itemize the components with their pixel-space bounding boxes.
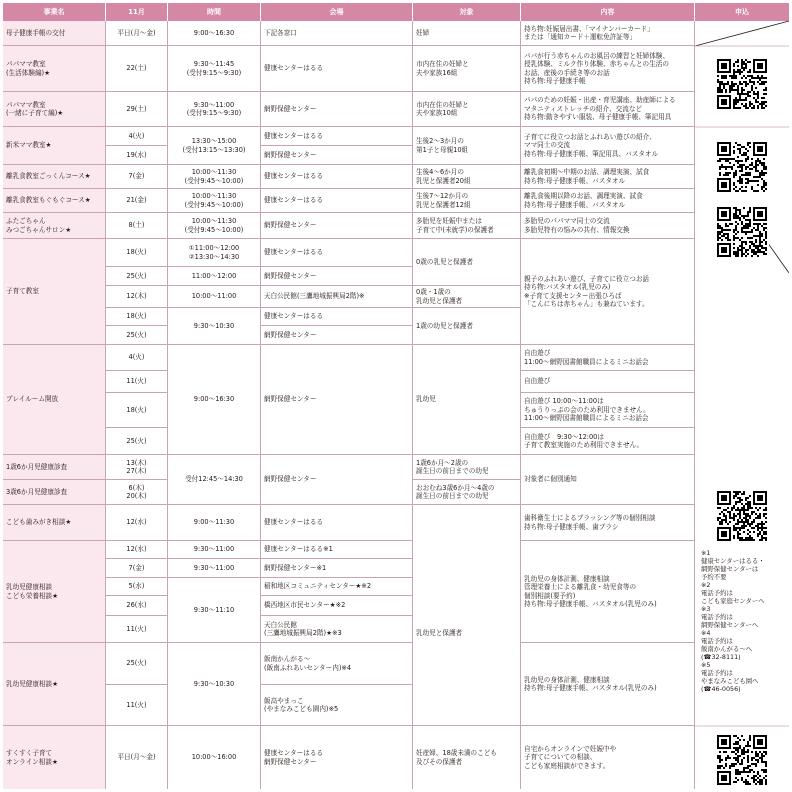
event-name <box>3 213 106 239</box>
event-venue: 橋西地区市民センター★※2 <box>261 596 413 616</box>
event-target <box>413 213 521 239</box>
event-content <box>521 428 695 455</box>
event-content <box>521 165 695 189</box>
content-line: 乳幼児の身体計測、健康相談 <box>524 675 610 684</box>
content-line: または「通知カード＋運転免許証等」 <box>524 33 637 41</box>
target-line: 多胎児を妊娠中または <box>416 217 482 226</box>
venue-line: 飯南かんがる～ <box>264 655 311 664</box>
event-content <box>521 345 695 371</box>
target-line: 夫や家族10組 <box>416 109 458 117</box>
event-date: 12(水) <box>106 505 168 541</box>
event-name: 1歳6か月児健康診査 <box>3 455 106 480</box>
event-time <box>168 46 261 92</box>
time-line: 9:30～11:00 <box>193 100 235 109</box>
content-line: マタニティストレッチの紹介、交流など <box>524 104 643 113</box>
event-time: 11:00～12:00 <box>168 267 261 286</box>
content-line: パパのための妊娠・出産・育児講座、助産師による <box>524 96 676 105</box>
event-date: 8(土) <box>106 213 168 239</box>
event-date: 11(火) <box>106 371 168 393</box>
time-line: (受付9:45～10:00) <box>184 225 244 234</box>
event-content <box>521 21 695 46</box>
event-content <box>521 92 695 127</box>
event-date: 25(火) <box>106 267 168 286</box>
event-time <box>168 92 261 127</box>
event-venue: 下記各窓口 <box>261 21 413 46</box>
event-time: 10:00～16:00 <box>168 726 261 789</box>
event-content: 自由遊び <box>521 371 695 393</box>
content-line: 子育てについての相談、 <box>524 753 597 762</box>
event-date <box>106 480 168 505</box>
event-target-empty <box>413 505 521 541</box>
event-target <box>413 127 521 165</box>
event-date: 11(火) <box>106 616 168 643</box>
event-date: 4(火) <box>106 345 168 371</box>
event-time: 9:00～16:30 <box>168 345 261 455</box>
event-content <box>521 643 695 726</box>
event-target: 1歳の幼児と保護者 <box>413 308 521 345</box>
event-target: 妊婦 <box>413 21 521 46</box>
event-content <box>521 505 695 541</box>
event-venue <box>261 643 413 685</box>
time-line: (受付9:45～10:00) <box>184 176 244 185</box>
target-line: 及びその保護者 <box>416 757 463 766</box>
content-line: 11:00～網野図書館職員によるミニお話会 <box>524 357 649 366</box>
target-line: おおむね3歳6か月～4歳の <box>416 483 495 492</box>
date-line: 20(木) <box>126 492 147 500</box>
event-date: 4(火) <box>106 127 168 146</box>
event-date: 19(水) <box>106 146 168 165</box>
event-venue: 網野保健センター※1 <box>261 559 413 578</box>
name-line: パパママ教室 <box>6 60 46 69</box>
event-time <box>168 127 261 165</box>
content-line: 持ち物:母子健康手帳 <box>524 76 586 85</box>
event-venue <box>261 616 413 643</box>
event-venue: 健康センターはるる <box>261 505 413 541</box>
event-time: 9:00～16:30 <box>168 21 261 46</box>
time-line: (受付9:45～10:00) <box>184 200 244 209</box>
event-name: 離乳食教室ごっくんコース★ <box>3 165 106 189</box>
event-content <box>521 189 695 213</box>
event-date: 平日(月～金) <box>106 21 168 46</box>
event-name <box>3 541 106 643</box>
event-venue <box>261 685 413 726</box>
content-line: 持ち物:母子健康手帳、バスタオル(乳児のみ) <box>524 599 657 608</box>
event-target: 0歳の乳児と保護者 <box>413 239 521 286</box>
content-line: 乳幼児の身体計測、健康相談 <box>524 574 610 583</box>
header-name: 事業名 <box>3 3 106 21</box>
target-line: 0歳・1歳の <box>416 288 451 297</box>
event-date: 11(火) <box>106 685 168 726</box>
content-line: 離乳食後期以降のお話、調理実演、試食 <box>524 192 643 201</box>
content-line: 自由遊び 9:30～12:00は <box>524 432 604 441</box>
event-content: 対象者に個別通知 <box>521 455 695 505</box>
target-line: 妊産婦、18歳未満のこども <box>416 749 497 758</box>
event-target <box>413 165 521 189</box>
event-venue: 健康センターはるる <box>261 46 413 92</box>
reservation-notes: ※1 健康センターはるる・ 網野保健センターは 予約不要 ※2 電話予約は こども家庭センターへ ※3 電話予約は 網野保健センターへ ※4 電話予約は 飯南かんがる～へ (☎32-8111) ※5 電話予約は やまなみこども園へ (☎46-0056) <box>701 549 765 693</box>
target-line: 第1子と母親10組 <box>416 145 469 154</box>
event-name <box>3 726 106 789</box>
event-venue: 健康センターはるる <box>261 165 413 189</box>
content-line: 歯科衛生士によるブラッシング等の個別相談 <box>524 514 656 523</box>
event-date <box>106 455 168 480</box>
target-line: 生後7～12か月の <box>416 192 469 201</box>
content-line: 子育て教室実施のため利用できません。 <box>524 441 644 449</box>
content-line: ※子育て支援センター出張ひろば <box>524 291 622 300</box>
target-line: 乳児と保護者12組 <box>416 200 471 209</box>
event-name: プレイルーム開放 <box>3 345 106 455</box>
event-venue: 網野保健センター <box>261 455 413 505</box>
event-venue: 天白公民館(三鷹地城振興局2階)※ <box>261 286 413 308</box>
name-line: すくすく子育て <box>6 749 53 758</box>
target-line: 1歳6か月～2歳の <box>416 458 469 467</box>
event-date: 25(火) <box>106 643 168 685</box>
event-time <box>168 189 261 213</box>
header-content: 内容 <box>521 3 695 21</box>
target-line: 乳児と保護者20組 <box>416 176 471 185</box>
header-time: 時間 <box>168 3 261 21</box>
target-line: 市内在住の妊婦と <box>416 100 469 109</box>
target-line: 市内在住の妊婦と <box>416 60 469 69</box>
content-line: 子育てに役立つお話とふれあい遊びの紹介、 <box>524 132 656 141</box>
time-line: 13:30～15:00 <box>191 137 237 146</box>
header-venue: 会場 <box>261 3 413 21</box>
event-venue: 健康センターはるる <box>261 127 413 146</box>
date-line: 27(木) <box>126 467 147 475</box>
venue-line: (やまなみこども園内)※5 <box>264 705 339 713</box>
date-line: 13(木) <box>126 458 147 467</box>
time-line: (受付9:15～9:30) <box>186 109 242 117</box>
content-line: ちゅうりっぷの会のため利用できません。 <box>524 405 650 414</box>
content-line: 個別相談(要予約) <box>524 591 576 600</box>
event-name <box>3 92 106 127</box>
event-date: 25(火) <box>106 326 168 345</box>
content-line: お話、産後の手続き等のお話 <box>524 68 610 77</box>
date-line: 6(木) <box>128 483 145 492</box>
name-line: (生活体験編)★ <box>6 68 51 77</box>
content-line: 持ち物:妊娠届出書、「マイナンバーカード」 <box>524 24 654 33</box>
event-date: 26(水) <box>106 596 168 616</box>
event-content <box>521 726 695 789</box>
qr-code-icon[interactable] <box>715 57 769 111</box>
event-target <box>413 189 521 213</box>
header-target: 対象 <box>413 3 521 21</box>
event-name: こども歯みがき相談★ <box>3 505 106 541</box>
event-venue <box>261 726 413 789</box>
time-line: (受付9:15～9:30) <box>186 68 242 77</box>
event-date: 18(火) <box>106 239 168 267</box>
venue-line: 飯高やまっこ <box>264 696 304 705</box>
event-target <box>413 286 521 308</box>
time-line: 10:00～11:30 <box>191 217 237 226</box>
event-date: 21(金) <box>106 189 168 213</box>
venue-line: 健康センターはるる <box>264 749 324 758</box>
event-date: 12(木) <box>106 286 168 308</box>
event-name <box>3 46 106 92</box>
time-line: 9:30～11:45 <box>193 60 235 69</box>
event-time: 受付12:45～14:30 <box>168 455 261 505</box>
qr-code-icon[interactable] <box>715 489 769 543</box>
event-venue: 網野保健センター <box>261 92 413 127</box>
event-content <box>521 213 695 239</box>
event-date: 29(土) <box>106 92 168 127</box>
content-line: 自宅からオンラインで妊娠中や <box>524 744 617 753</box>
content-line: 自由遊び <box>524 349 551 358</box>
event-date: 7(金) <box>106 165 168 189</box>
event-venue: 健康センターはるる <box>261 308 413 326</box>
time-line: ②13:30～14:30 <box>188 252 240 261</box>
event-target <box>413 726 521 789</box>
target-line: 子育て中(未就学)の保護者 <box>416 225 494 234</box>
event-venue: 網野保健センター <box>261 326 413 345</box>
content-line: 持ち物:母子健康手帳、歯ブラシ <box>524 522 619 531</box>
event-name: 母子健康手帳の交付 <box>3 21 106 46</box>
content-line: 持ち物:母子健康手帳、バスタオル <box>524 176 626 185</box>
event-time: 9:30～10:30 <box>168 643 261 726</box>
event-target <box>413 92 521 127</box>
event-content <box>521 46 695 92</box>
event-name: 子育て教室 <box>3 239 106 345</box>
event-time: 9:00～11:30 <box>168 505 261 541</box>
venue-line: (飯南ふれあいセンター内)※4 <box>264 663 352 672</box>
content-line: 離乳食初期～中期のお話、調理実演、試食 <box>524 168 650 177</box>
time-line: (受付13:15～13:30) <box>182 145 246 154</box>
target-line: 乳幼児と保護者 <box>416 296 463 305</box>
event-target <box>413 46 521 92</box>
event-name: 離乳食教室もぐもぐコース★ <box>3 189 106 213</box>
event-venue: 網野保健センター <box>261 345 413 455</box>
header-apply: 申込 <box>695 3 789 21</box>
time-line: 10:00～11:30 <box>191 168 237 177</box>
event-content <box>521 541 695 643</box>
content-line: 「こんにちは赤ちゃん」も兼ねています。 <box>524 299 649 308</box>
event-time: 9:30～11:10 <box>168 578 261 643</box>
name-line: こども栄養相談★ <box>6 591 59 600</box>
event-name: 3歳6か月児健康診査 <box>3 480 106 505</box>
event-time: 9:30～11:00 <box>168 541 261 559</box>
content-line: ママ同士の交流 <box>524 141 571 150</box>
target-line: 誕生日の前日までの幼児 <box>416 492 489 500</box>
event-venue: 健康センターはるる <box>261 189 413 213</box>
event-time <box>168 165 261 189</box>
target-line: 誕生日の前日までの幼児 <box>416 467 489 475</box>
target-line: 生後4～6か月の <box>416 168 464 177</box>
event-venue: 健康センターはるる※1 <box>261 541 413 559</box>
event-time <box>168 213 261 239</box>
qr-code-icon[interactable] <box>715 140 769 194</box>
event-name: 乳幼児健康相談★ <box>3 643 106 726</box>
event-content <box>521 393 695 428</box>
event-date: 25(火) <box>106 428 168 455</box>
event-venue: 網野保健センター <box>261 146 413 165</box>
event-target: 乳幼児と保護者 <box>413 541 521 726</box>
content-line: 持ち物:動きやすい服装、母子健康手帳、筆記用具 <box>524 113 672 122</box>
event-date: 5(水) <box>106 578 168 596</box>
content-line: こども家庭相談ができます。 <box>524 761 610 770</box>
name-line: パパママ教室 <box>6 100 46 109</box>
content-line: パパが行う赤ちゃんのお風呂の練習と妊婦体験、 <box>524 51 670 60</box>
event-venue: 稲和地区コミュニティセンター★※2 <box>261 578 413 596</box>
name-line: 乳幼児健康相談 <box>6 583 53 592</box>
event-name: 新米ママ教室★ <box>3 127 106 165</box>
content-line: 授乳体験、ミルク作り体験、赤ちゃんとの生活の <box>524 60 669 69</box>
content-line: 親子のふれあい遊び、子育てに役立つお話 <box>524 274 650 283</box>
event-time <box>168 239 261 267</box>
event-date: 18(火) <box>106 308 168 326</box>
event-target <box>413 455 521 480</box>
event-date: 18(火) <box>106 393 168 428</box>
content-line: 多胎児のパパママ同士の交流 <box>524 217 610 226</box>
content-line: 自由遊び 10:00～11:00は <box>524 397 604 406</box>
venue-line: 網野保健センター <box>264 757 317 766</box>
event-target: 乳幼児 <box>413 345 521 455</box>
name-line: ふたごちゃん <box>6 217 46 226</box>
event-date: 22(土) <box>106 46 168 92</box>
name-line: みつごちゃんサロン★ <box>6 225 72 234</box>
content-line: 持ち物:母子健康手帳、バスタオル <box>524 200 626 209</box>
content-line: 持ち物:母子健康手帳、バスタオル(乳児のみ) <box>524 684 657 692</box>
time-line: 10:00～11:30 <box>191 192 237 201</box>
event-content <box>521 127 695 165</box>
venue-line: 天白公民館 <box>264 620 297 629</box>
event-venue: 健康センターはるる <box>261 239 413 267</box>
content-line: 持ち物:バスタオル(乳児のみ) <box>524 283 611 292</box>
event-content <box>521 239 695 345</box>
event-date: 7(金) <box>106 559 168 578</box>
header-month: 11月 <box>106 3 168 21</box>
event-time: 9:30～11:00 <box>168 559 261 578</box>
event-venue: 網野保健センター <box>261 213 413 239</box>
qr-code-icon[interactable] <box>715 205 769 259</box>
content-line: 管理栄養士による離乳食・幼児食等の <box>524 583 637 592</box>
target-line: 夫や家族16組 <box>416 68 458 77</box>
name-line: (一緒に子育て編)★ <box>6 109 64 117</box>
event-target <box>413 480 521 505</box>
venue-line: (三鷹地城振興局2階)★※3 <box>264 629 342 637</box>
time-line: ①11:00～12:00 <box>188 244 240 253</box>
content-line: 多胎児特有の悩みの共有、情報交換 <box>524 225 630 234</box>
qr-code-icon[interactable] <box>715 733 769 787</box>
event-date: 12(水) <box>106 541 168 559</box>
event-time: 9:30～10:30 <box>168 308 261 345</box>
name-line: オンライン相談★ <box>6 757 58 766</box>
content-line: 持ち物:母子健康手帳、筆記用具、バスタオル <box>524 149 659 158</box>
target-line: 生後2～3か月の <box>416 137 464 146</box>
event-time: 10:00～11:00 <box>168 286 261 308</box>
event-venue: 網野保健センター <box>261 267 413 286</box>
event-date: 平日(月～金) <box>106 726 168 789</box>
content-line: 11:00～網野図書館職員によるミニお話会 <box>524 414 649 423</box>
schedule-table <box>3 3 789 789</box>
